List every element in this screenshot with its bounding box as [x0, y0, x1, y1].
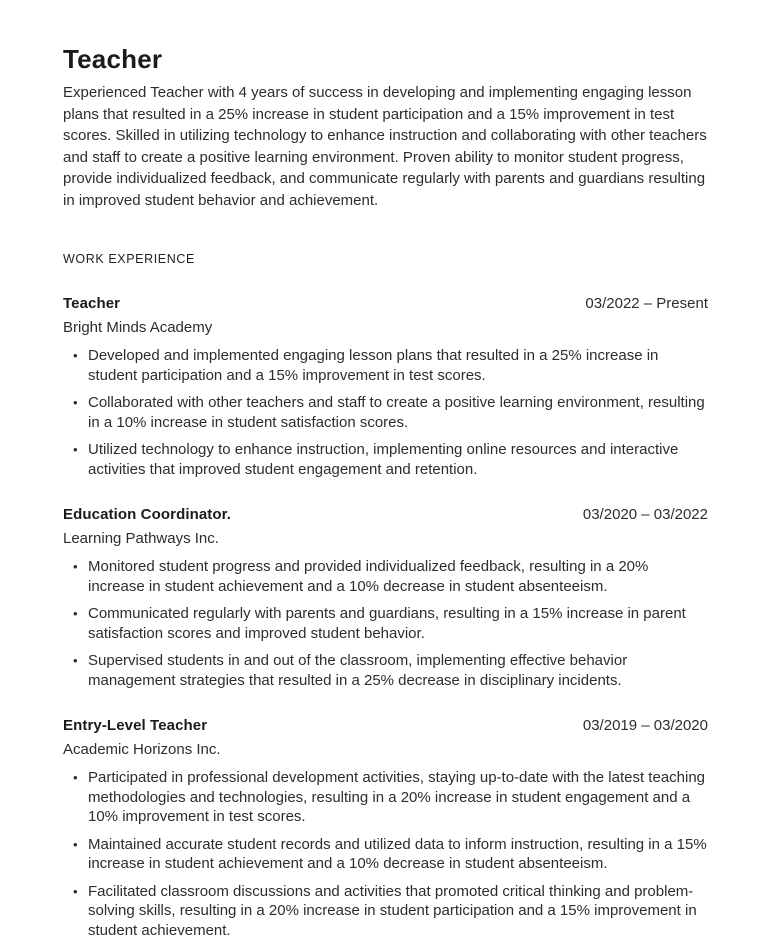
- section-label-work-experience: WORK EXPERIENCE: [63, 252, 195, 266]
- job-entry: [63, 294, 708, 479]
- job-company: Academic Horizons Inc.: [63, 741, 221, 758]
- resume-title: Teacher: [63, 44, 163, 74]
- job-dates: 03/2020 – 03/2022: [582, 506, 708, 523]
- job-bullet-list: [63, 768, 708, 940]
- summary-text: Experienced Teacher with 4 years of success in developing and implementing engaging lesson plans that resulted in a 25% increase in student participation and a 15% improvement in test scores. Skilled in utilizing technology to enhance instruction and collaborating with other teachers and staff to create a positive learning environment. Proven ability to monitor student progress, provide individualized feedback, and communicate regularly with parents and guardians resulting in improved student behavior and achievement.: [63, 84, 707, 209]
- bullet-item: • Developed and implemented engaging lesson plans that resulted in a 25% increase in student participation and a 15% improvement in test scores.: [63, 346, 708, 385]
- job-header: [63, 505, 708, 524]
- job-title: Education Coordinator.: [63, 506, 232, 523]
- bullet-item: • Utilized technology to enhance instruction, implementing online resources and interactive activities that improved student engagement and retention.: [63, 440, 708, 479]
- bullet-item: • Collaborated with other teachers and staff to create a positive learning environment, resulting in a 10% increase in student satisfaction scores.: [63, 393, 708, 432]
- job-dates: 03/2019 – 03/2020: [582, 717, 708, 734]
- bullet-item: • Monitored student progress and provided individualized feedback, resulting in a 20% increase in student achievement and a 10% decrease in student absenteeism.: [63, 557, 708, 596]
- job-company: Bright Minds Academy: [63, 319, 213, 336]
- job-title: Entry-Level Teacher: [63, 717, 208, 734]
- job-entry: [63, 716, 708, 940]
- bullet-item: • Communicated regularly with parents and guardians, resulting in a 15% increase in parent satisfaction scores and improved student behavior.: [63, 604, 708, 643]
- job-entry: [63, 505, 708, 690]
- job-header: [63, 294, 708, 313]
- bullet-item: • Supervised students in and out of the classroom, implementing effective behavior management strategies that resulted in a 25% decrease in disciplinary incidents.: [63, 651, 708, 690]
- job-bullet-list: [63, 557, 708, 690]
- job-dates: 03/2022 – Present: [585, 295, 708, 312]
- bullet-item: • Facilitated classroom discussions and activities that promoted critical thinking and problem-solving skills, resulting in a 20% increase in student participation and a 15% improvement in student achievement.: [63, 882, 708, 941]
- job-bullet-list: [63, 346, 708, 479]
- bullet-item: • Maintained accurate student records and utilized data to inform instruction, resulting in a 15% increase in student achievement and a 10% decrease in student absenteeism.: [63, 835, 708, 874]
- job-header: [63, 716, 708, 735]
- job-company: Learning Pathways Inc.: [63, 530, 219, 547]
- bullet-item: • Participated in professional development activities, staying up-to-date with the latest teaching methodologies and technologies, resulting in a 20% increase in student engagement and a 10% improvement in test scores.: [63, 768, 708, 827]
- job-title: Teacher: [63, 295, 121, 312]
